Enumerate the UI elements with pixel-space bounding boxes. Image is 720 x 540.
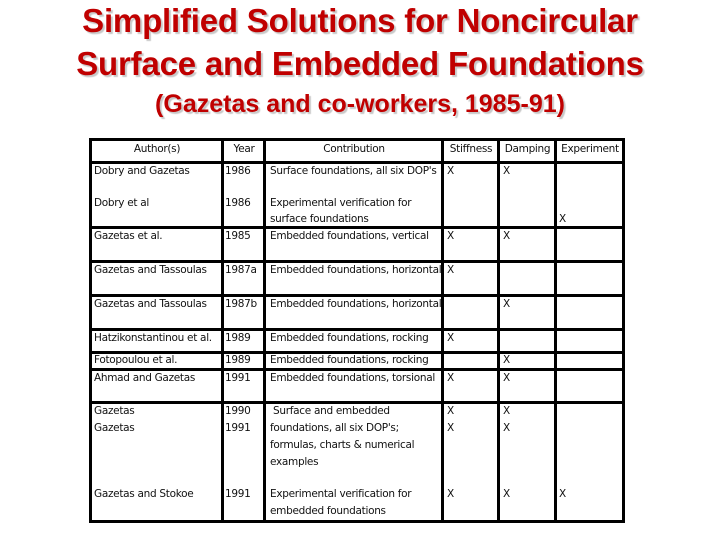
cell-author: Dobry et al: [94, 197, 150, 209]
cell-contribution-cont: formulas, charts & numerical: [270, 439, 415, 451]
cell-author: Hatzikonstantinou et al.: [94, 332, 212, 344]
cell-damping: X: [503, 230, 510, 242]
table-col-rule: [263, 138, 266, 523]
cell-author: Gazetas and Tassoulas: [94, 264, 207, 276]
cell-stiffness: X: [447, 230, 454, 242]
cell-year: 1991: [225, 488, 251, 500]
cell-author: Gazetas: [94, 405, 135, 417]
table-col-rule: [497, 138, 500, 523]
cell-stiffness: X: [447, 264, 454, 276]
cell-damping: X: [503, 372, 510, 384]
cell-contribution: Experimental verification for: [270, 197, 412, 209]
cell-damping: X: [503, 405, 510, 417]
cell-damping-2: X: [503, 422, 510, 434]
header-author: Author(s): [133, 143, 181, 155]
cell-contribution: Embedded foundations, horizontal: [270, 264, 442, 276]
title-subtitle: (Gazetas and co-workers, 1985-91): [155, 90, 565, 118]
header-contribution: Contribution: [323, 143, 385, 155]
header-damping: Damping: [504, 143, 551, 155]
cell-contribution-cont: examples: [270, 456, 319, 468]
cell-experiment: X: [559, 488, 566, 500]
cell-year: 1991: [225, 372, 251, 384]
cell-year-2: 1991: [225, 422, 251, 434]
cell-year: 1990: [225, 405, 251, 417]
cell-year: 1986: [225, 165, 251, 177]
cell-year: 1986: [225, 197, 251, 209]
header-year: Year: [233, 143, 255, 155]
cell-experiment: X: [559, 213, 566, 225]
cell-year: 1989: [225, 354, 251, 366]
cell-stiffness-2: X: [447, 422, 454, 434]
cell-stiffness: X: [447, 165, 454, 177]
cell-contribution-cont: embedded foundations: [270, 505, 386, 517]
cell-contribution: Embedded foundations, horizontal: [270, 298, 442, 310]
cell-author: Gazetas and Tassoulas: [94, 298, 207, 310]
cell-contribution: Surface foundations, all six DOP's: [270, 165, 437, 177]
cell-damping: X: [503, 298, 510, 310]
title-line-2: Surface and Embedded Foundations: [76, 45, 644, 82]
cell-contribution: Surface and embedded: [270, 405, 390, 417]
cell-damping: X: [503, 165, 510, 177]
title-line-1: Simplified Solutions for Noncircular: [82, 2, 638, 39]
cell-author: Dobry and Gazetas: [94, 165, 190, 177]
cell-contribution: Embedded foundations, rocking: [270, 332, 429, 344]
cell-stiffness: X: [447, 488, 454, 500]
cell-contribution: Experimental verification for: [270, 488, 412, 500]
cell-stiffness: X: [447, 332, 454, 344]
cell-contribution: Embedded foundations, torsional: [270, 372, 435, 384]
cell-author-2: Gazetas: [94, 422, 135, 434]
cell-author: Fotopoulou et al.: [94, 354, 178, 366]
cell-contribution: Embedded foundations, rocking: [270, 354, 429, 366]
cell-author: Ahmad and Gazetas: [94, 372, 196, 384]
cell-damping: X: [503, 354, 510, 366]
cell-contribution: Embedded foundations, vertical: [270, 230, 429, 242]
table-col-rule: [441, 138, 444, 523]
cell-contribution-cont: foundations, all six DOP's;: [270, 422, 399, 434]
cell-year: 1985: [225, 230, 251, 242]
table-col-rule: [221, 138, 224, 523]
table-col-rule: [554, 138, 557, 523]
cell-year: 1987a: [225, 264, 257, 276]
cell-damping: X: [503, 488, 510, 500]
cell-author: Gazetas et al.: [94, 230, 163, 242]
cell-author: Gazetas and Stokoe: [94, 488, 194, 500]
header-experiment: Experiment: [561, 143, 619, 155]
table-border-bottom: [90, 520, 625, 523]
cell-contribution-cont: surface foundations: [270, 213, 369, 225]
table-border-right: [622, 138, 625, 523]
cell-stiffness: X: [447, 372, 454, 384]
cell-stiffness: X: [447, 405, 454, 417]
cell-year: 1987b: [225, 298, 257, 310]
header-stiffness: Stiffness: [449, 143, 493, 155]
table-border-left: [89, 138, 92, 523]
cell-year: 1989: [225, 332, 251, 344]
